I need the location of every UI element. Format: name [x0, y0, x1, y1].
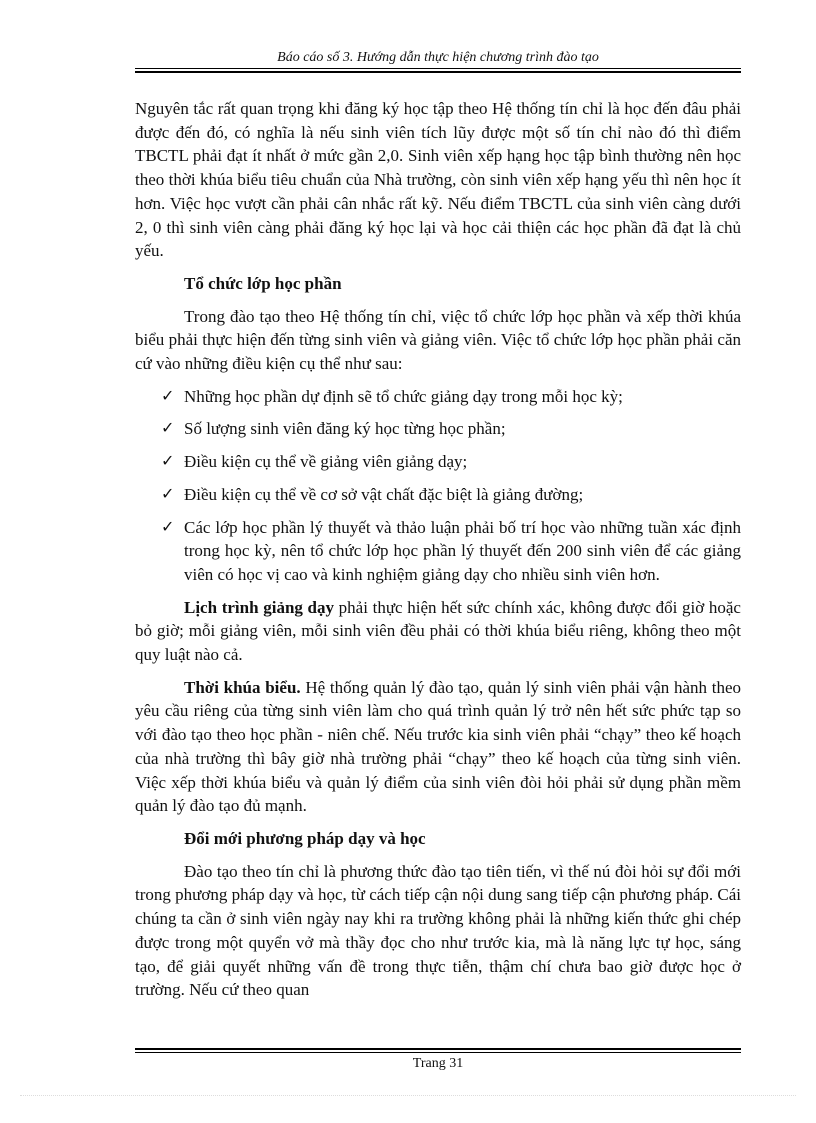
header-rule-thin: [135, 68, 741, 69]
intro-paragraph: Nguyên tắc rất quan trọng khi đăng ký học tập theo Hệ thống tín chỉ là học đến đâu phải được đến đó, có nghĩa là nếu sinh viên tích lũy được một số tín chỉ nào đó thì điểm TBCTL phải đạt ít nhất ở mức gần 2,0. Sinh viên xếp hạng học tập bình thường nên học theo thời khúa biểu tiêu chuẩn của Nhà trường, còn sinh viên xếp hạng yếu thì nên học ít hơn. Việc học vượt cần phải cân nhắc rất kỹ. Nếu điểm TBCTL của sinh viên càng dưới 2, 0 thì sinh viên càng phải đăng ký học lại và học cải thiện các học phần đã đạt là chủ yếu.: [135, 99, 741, 261]
section-heading-teaching-methods: Đổi mới phương pháp dạy và học: [184, 828, 426, 848]
section2-paragraph: Đào tạo theo tín chỉ là phương thức đào tạo tiên tiến, vì thế nú đòi hỏi sự đổi mới trong phương pháp dạy và học, từ cách tiếp cận nội dung sang tiếp cận phương pháp. Cái chúng ta cần ở sinh viên ngày nay khi ra trường không phải là những kiến thức ghi chép được trong một quyển vở mà thầy đọc cho như trước kia, mà là năng lực tự học, sáng tạo, để giải quyết những vấn đề trong thực tiễn, thậm chí chưa bao giờ được học ở trường. Nếu cứ theo quan: [135, 861, 741, 1000]
footer-rule-thin: [135, 1052, 741, 1053]
check-icon: ✓: [161, 518, 175, 536]
timetable-lead: Thời khúa biểu.: [184, 677, 301, 697]
checklist-item-text: Điều kiện cụ thể về giảng viên giảng dạy;: [184, 452, 468, 472]
checklist-item-text: Các lớp học phần lý thuyết và thảo luận phải bố trí học vào những tuần xác định trong học kỳ, nên tổ chức lớp học phần lý thuyết đến 200 sinh viên để các giảng viên có học vị cao và kinh nghiệm giảng dạy cho nhiều sinh viên hơn.: [184, 517, 741, 584]
conditions-checklist: [135, 385, 741, 587]
schedule-text: phải thực hiện hết sức chính xác, không được đổi giờ hoặc bỏ giờ; mỗi giảng viên, mỗi sinh viên đều phải có thời khúa biểu riêng, không theo một quy luật nào cả.: [135, 597, 741, 665]
checklist-item-text: Những học phần dự định sẽ tổ chức giảng dạy trong mỗi học kỳ;: [184, 386, 623, 406]
page-body: [135, 97, 741, 1011]
checklist-item-text: Điều kiện cụ thể về cơ sở vật chất đặc biệt là giảng đường;: [184, 484, 584, 504]
page-edge-divider: [20, 1095, 796, 1096]
checklist-item: [135, 516, 741, 587]
check-icon: ✓: [161, 387, 175, 405]
header-rule-thick: [135, 71, 741, 73]
section-heading-course-class: Tổ chức lớp học phần: [184, 273, 342, 293]
check-icon: ✓: [161, 453, 175, 471]
check-icon: ✓: [161, 485, 175, 503]
timetable-text: Hệ thống quản lý đào tạo, quản lý sinh viên phải vận hành theo yêu cầu riêng của từng sinh viên làm cho quá trình quản lý trở nên hết sức phức tạp so với đào tạo theo học phần - niên chế. Nếu trước kia sinh viên phải “chạy” theo kế hoạch của nhà trường thì bây giờ nhà trường phải “chạy” theo kế hoạch của từng sinh viên. Việc xếp thời khúa biểu và quản lý điểm của sinh viên đòi hỏi phải sử dụng phần mềm quản lý đào tạo đủ mạnh.: [135, 677, 741, 816]
checklist-item-text: Số lượng sinh viên đăng ký học từng học phần;: [184, 419, 506, 439]
footer-rule-thick: [135, 1048, 741, 1050]
page-number: Trang 31: [412, 1056, 464, 1071]
checklist-item: [135, 450, 741, 474]
section1-paragraph: Trong đào tạo theo Hệ thống tín chỉ, việc tổ chức lớp học phần và xếp thời khúa biểu phải thực hiện đến từng sinh viên và giảng viên. Việc tổ chức lớp học phần phải căn cứ vào những điều kiện cụ thể như sau:: [135, 306, 741, 374]
checklist-item: [135, 385, 741, 409]
check-icon: ✓: [161, 420, 175, 438]
schedule-lead: Lịch trình giảng dạy: [184, 597, 335, 617]
checklist-item: [135, 483, 741, 507]
schedule-paragraph: [135, 596, 741, 667]
timetable-paragraph: [135, 676, 741, 818]
checklist-item: [135, 417, 741, 441]
header-title: Báo cáo số 3. Hướng dẫn thực hiện chương trình đào tạo: [277, 50, 599, 65]
